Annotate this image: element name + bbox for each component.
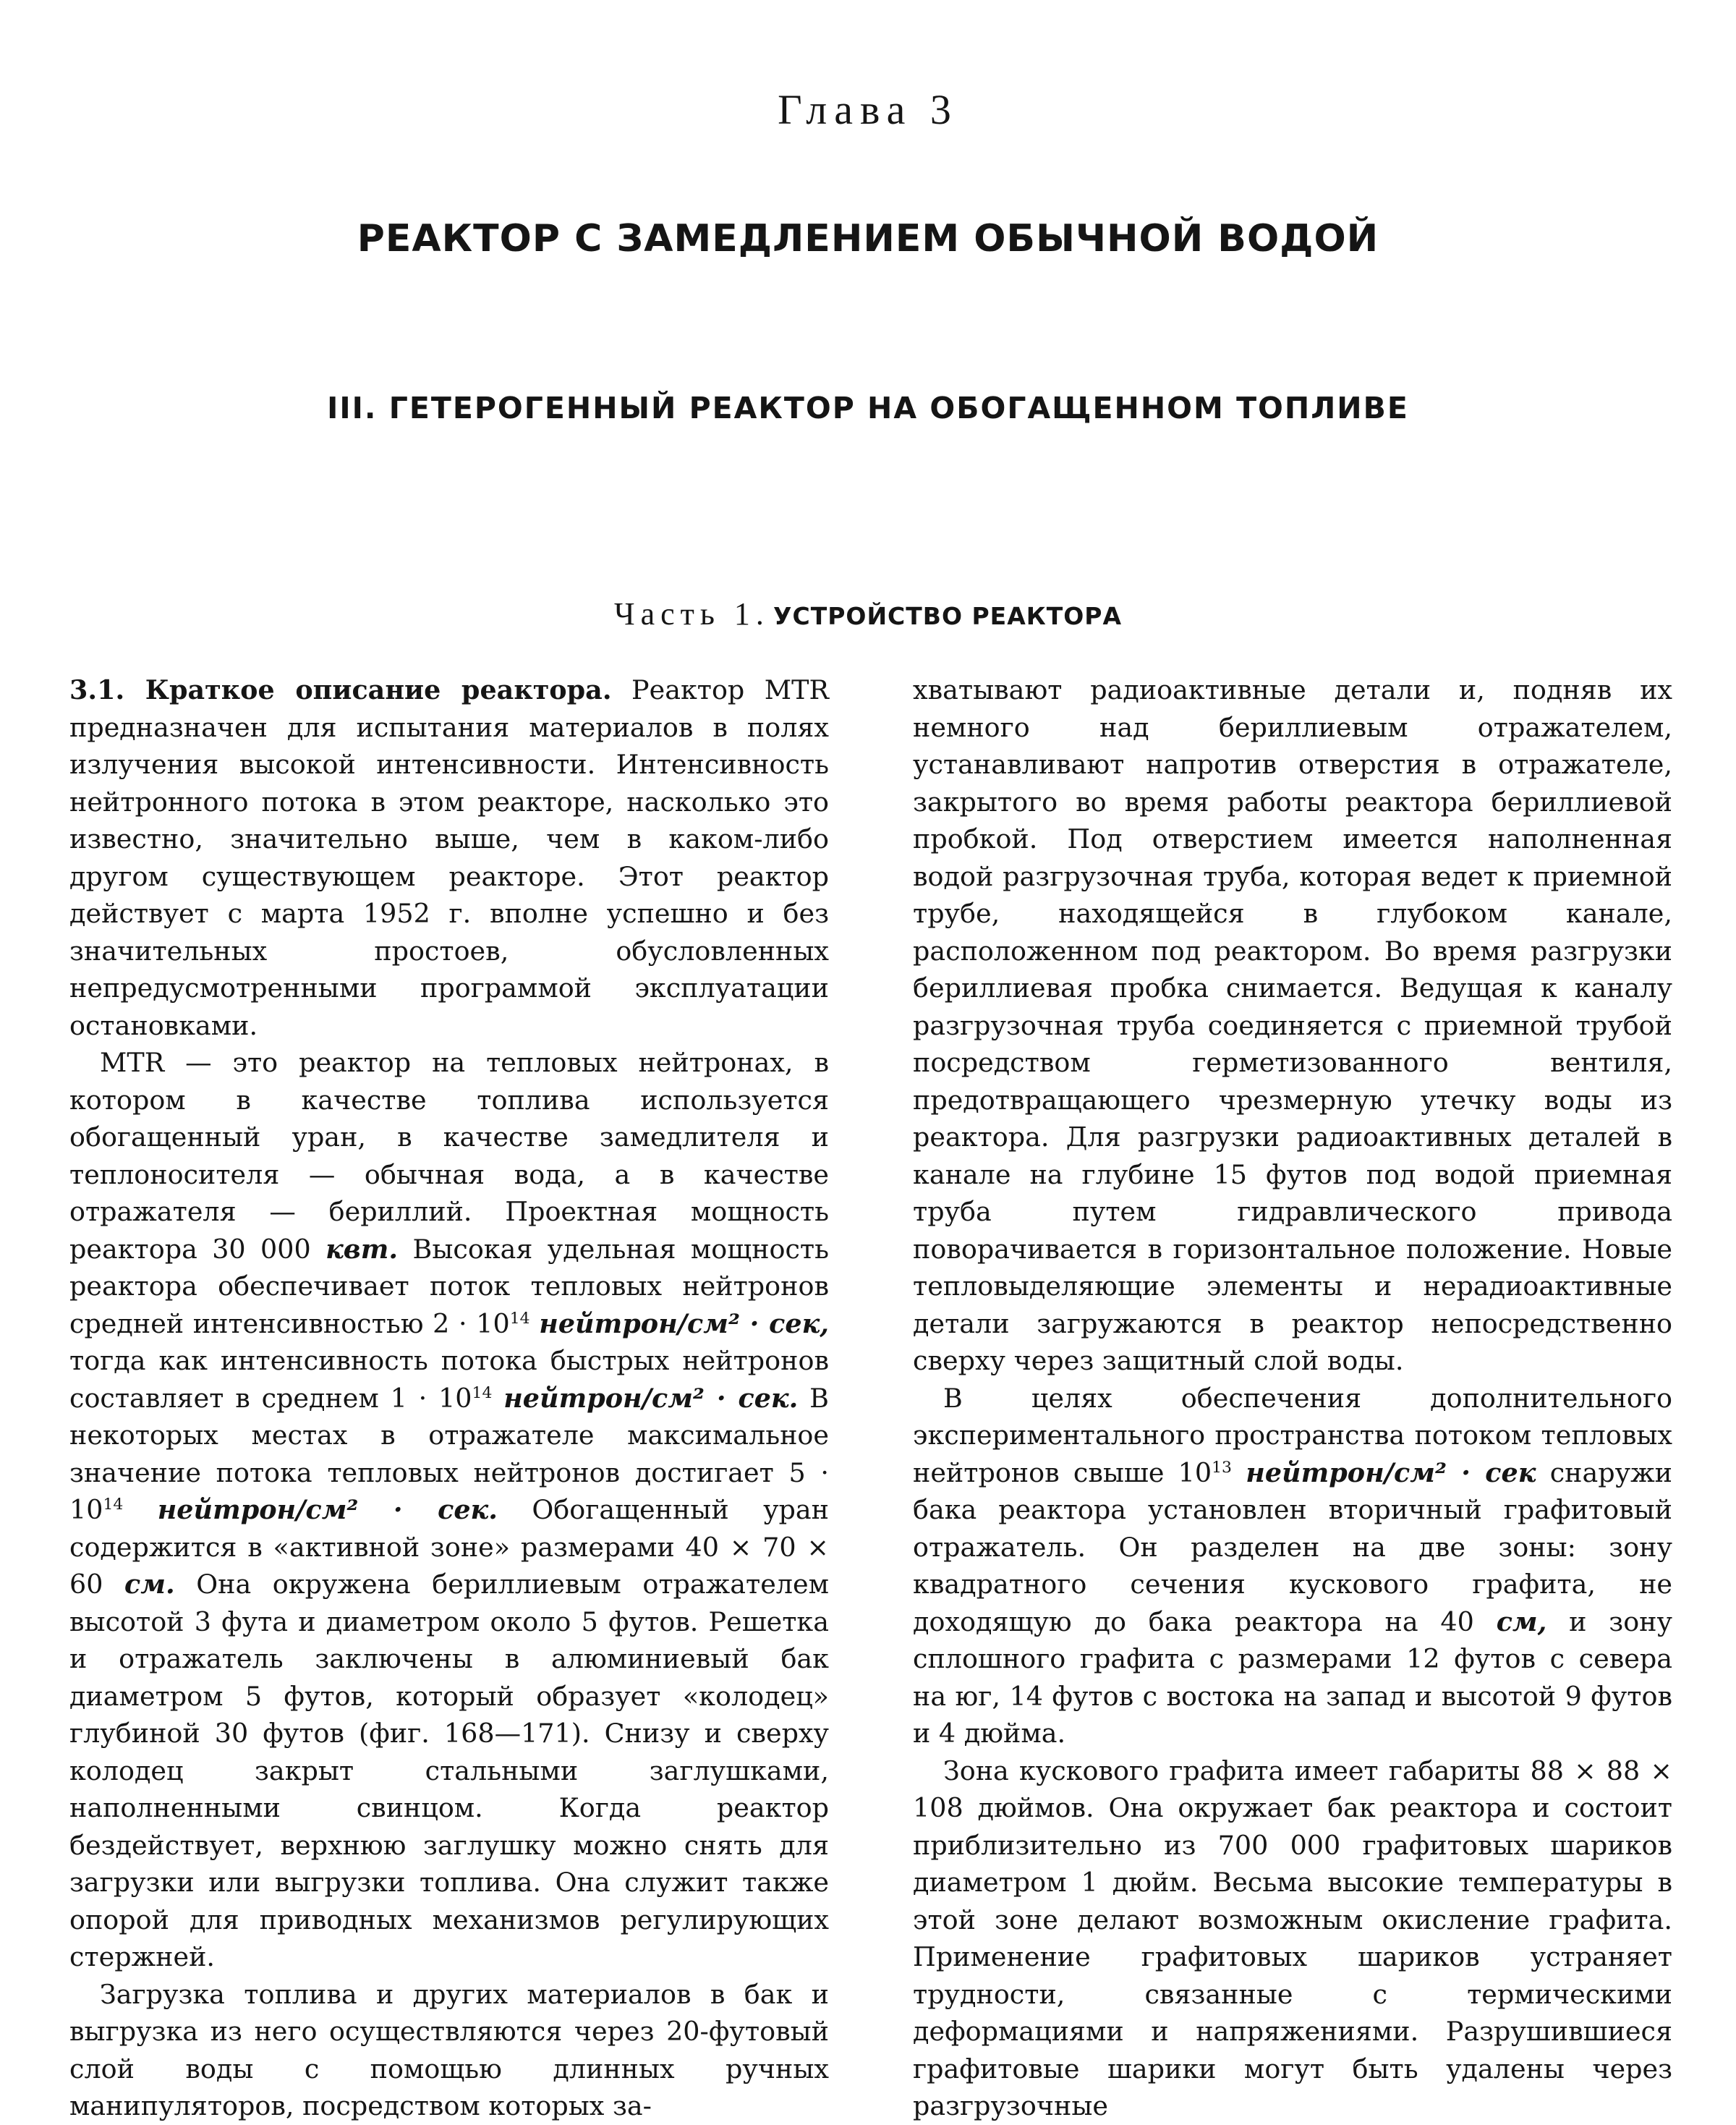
paragraph-continuation <box>913 671 1672 1380</box>
text-run: тогда как интенсивность потока быстрых нейтронов составляет в среднем 1 · 10 <box>69 1345 829 1414</box>
text-run: MTR — это реактор на тепловых нейтронах, в котором в качестве топлива используется обогащенный уран, в качестве замедлителя и теплоносителя — обычная вода, а в качестве отражателя — бериллий. Проектная мощность реактора 30 000 <box>69 1047 829 1265</box>
text-run: Она окружена бериллиевым отражателем высотой 3 фута и диаметром около 5 футов. Решетка и отражатель заключены в алюминиевый бак диаметром 5 футов, который образует «колодец» глубиной 30 футов (фиг. 168—171). Снизу и сверху колодец закрыт стальными заглушками, наполненными свинцом. Когда реактор бездействует, верхнюю заглушку можно снять для загрузки или выгрузки топлива. Она служит также опорой для приводных механизмов регулирующих стержней. <box>69 1569 829 1972</box>
part-title: УСТРОЙСТВО РЕАКТОРА <box>773 602 1123 630</box>
unit-label: нейтрон/см² · сек, <box>539 1307 830 1339</box>
text-run: снаружи бака реактора установлен вторичный графитовый отражатель. Он разделен на две зоны: зону квадратного сечения кускового графита, не доходящую до бака реактора на 40 <box>913 1456 1672 1637</box>
unit-label: см. <box>124 1569 175 1600</box>
paragraph-3-1 <box>69 671 829 1044</box>
text-run: и зону сплошного графита с размерами 12 футов с севера на юг, 14 футов с востока на запад и высотой 9 футов и 4 дюйма. <box>913 1606 1672 1749</box>
paragraph-mtr-description <box>69 1044 829 1976</box>
subsection-heading: 3.1. Краткое описание реактора. <box>69 674 612 705</box>
text-run: В некоторых местах в отражателе максимальное значение потока тепловых нейтронов достигает 5 · 10 <box>69 1382 829 1525</box>
part-heading <box>0 595 1736 632</box>
text-run: Загрузка топлива и других материалов в бак и выгрузка из него осуществляются через 20-футовый слой воды с помощью длинных ручных манипуляторов, посредством которых за- <box>69 1978 829 2121</box>
chapter-label: Глава 3 <box>778 86 958 133</box>
exponent: 14 <box>472 1383 493 1402</box>
right-column <box>913 671 1672 2125</box>
text-run: Обогащенный уран содержится в «активной зоне» размерами 40 × 70 × 60 <box>69 1494 829 1600</box>
paragraph-text: Реактор MTR предназначен для испытания материалов в полях излучения высокой интенсивности. Интенсивность нейтронного потока в этом реакторе, насколько это известно, значительно выше, чем в каком-либо другом существующем реакторе. Этот реактор действует с марта 1952 г. вполне успешно и без значительных простоев, обусловленных непредусмотренными программой эксплуатации остановками. <box>69 674 829 1041</box>
unit-label: нейтрон/см² · сек <box>1246 1456 1536 1488</box>
paragraph-graphite-zone <box>913 1752 1672 2125</box>
unit-label: квт. <box>326 1233 399 1265</box>
text-run: В целях обеспечения дополнительного экспериментального пространства потоком тепловых нейтронов свыше 10 <box>913 1382 1672 1488</box>
unit-label: см, <box>1496 1606 1547 1637</box>
unit-label: нейтрон/см² · сек. <box>503 1382 799 1414</box>
exponent: 14 <box>509 1309 530 1328</box>
exponent: 13 <box>1212 1458 1232 1477</box>
paragraph-graphite-reflector <box>913 1380 1672 1752</box>
part-label: Часть 1. <box>613 596 770 632</box>
text-run: хватывают радиоактивные детали и, подняв их немного над бериллиевым отражателем, устанавливают напротив отверстия в отражателе, закрытого во время работы реактора бериллиевой пробкой. Под отверстием имеется наполненная водой разгрузочная труба, которая ведет к приемной трубе, находящейся в глубоком канале, расположенном под реактором. Во время разгрузки бериллиевая пробка снимается. Ведущая к каналу разгрузочная труба соединяется с приемной трубой посредством герметизованного вентиля, предотвращающего чрезмерную утечку воды из реактора. Для разгрузки радиоактивных деталей в канале на глубине 15 футов под водой приемная труба путем гидравлического привода поворачивается в горизонтальное положение. Новые тепловыделяющие элементы и нерадиоактивные детали загружаются в реактор непосредственно сверху через защитный слой воды. <box>913 674 1672 1376</box>
paragraph-loading <box>69 1976 829 2125</box>
exponent: 14 <box>103 1495 124 1514</box>
chapter-title: РЕАКТОР С ЗАМЕДЛЕНИЕМ ОБЫЧНОЙ ВОДОЙ <box>357 217 1379 260</box>
section-title: III. ГЕТЕРОГЕННЫЙ РЕАКТОР НА ОБОГАЩЕННОМ ТОПЛИВЕ <box>327 391 1409 425</box>
text-run: Зона кускового графита имеет габариты 88 × 88 × 108 дюймов. Она окружает бак реактора и состоит приблизительно из 700 000 графитовых шариков диаметром 1 дюйм. Весьма высокие температуры в этой зоне делают возможным окисление графита. Применение графитовых шариков устраняет трудности, связанные с термическими деформациями и напряжениями. Разрушившиеся графитовые шарики могут быть удалены через разгрузочные <box>913 1755 1672 2121</box>
unit-label: нейтрон/см² · сек. <box>157 1494 498 1525</box>
text-run: Высокая удельная мощность реактора обеспечивает поток тепловых нейтронов средней интенсивностью 2 · 10 <box>69 1233 829 1339</box>
left-column <box>69 671 829 2125</box>
